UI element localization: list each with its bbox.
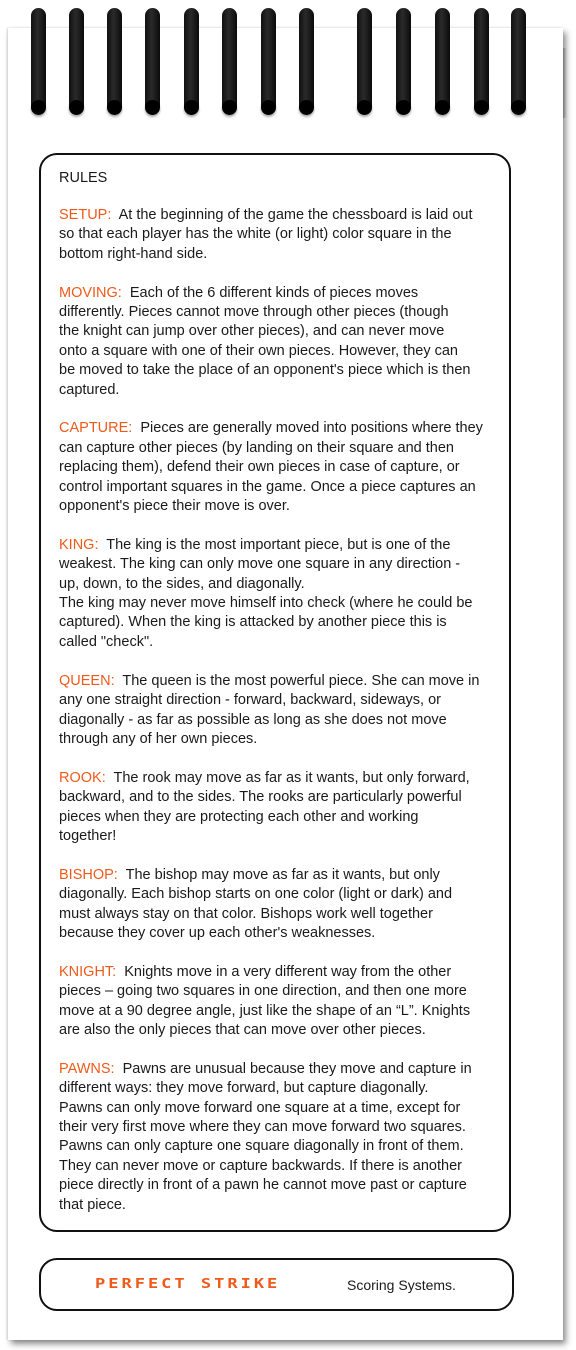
spiral-binding-ring-icon: [184, 8, 199, 113]
rule-text: together!: [59, 827, 117, 844]
brand-logo: PERFECT STRIKE: [95, 1276, 281, 1292]
rule-line: [59, 594, 491, 613]
spiral-binding-ring-icon: [299, 8, 314, 113]
rule-text: The rook may move as far as it wants, but only forward,: [113, 769, 470, 786]
rule-label: ROOK:: [59, 769, 106, 786]
rule-line: [59, 730, 491, 749]
rule-section: [59, 866, 491, 944]
rule-line: [59, 478, 491, 497]
rule-line: [59, 885, 491, 904]
rule-line: [59, 1196, 491, 1215]
rule-text: any one straight direction - forward, backward, sideways, or: [59, 692, 442, 709]
rule-section: [59, 536, 491, 652]
rule-line: [59, 691, 491, 710]
spiral-binding-ring-icon: [222, 8, 237, 113]
rule-line: [59, 1157, 491, 1176]
rule-line: [59, 575, 491, 594]
rule-text: control important squares in the game. Once a piece captures an: [59, 478, 476, 495]
rule-section: [59, 672, 491, 750]
rule-section: [59, 206, 491, 264]
rule-text: Each of the 6 different kinds of pieces moves: [129, 284, 419, 301]
rule-text: Pieces are generally moved into positions where they: [140, 420, 483, 437]
rule-text: the knight can jump over other pieces), and can never move: [59, 323, 445, 340]
rule-label: MOVING:: [59, 284, 122, 301]
rule-text: At the beginning of the game the chessboard is laid out: [118, 207, 473, 223]
rule-line: [59, 458, 491, 477]
rule-line: [59, 419, 491, 438]
rule-text: because they cover up each other's weaknesses.: [59, 924, 376, 941]
rule-text: called "check".: [59, 633, 154, 650]
rule-section: [59, 284, 491, 400]
rule-text: weakest. The king can only move one square in any direction -: [59, 556, 461, 573]
rule-text: captured). When the king is attacked by another piece this is: [59, 614, 447, 631]
rule-line: [59, 1137, 491, 1156]
rule-line: [59, 1079, 491, 1098]
rule-text: replacing them), defend their own pieces in case of capture, or: [59, 459, 460, 476]
rule-label: BISHOP:: [59, 866, 118, 883]
rule-text: The queen is the most powerful piece. She can move in: [122, 672, 480, 689]
rule-label: PAWNS:: [59, 1060, 115, 1077]
spiral-binding-ring-icon: [69, 8, 84, 113]
rule-text: captured.: [59, 381, 120, 398]
rule-text: their very first move where they can move forward two squares.: [59, 1118, 466, 1135]
rule-line: [59, 206, 491, 225]
rule-line: [59, 303, 491, 322]
rule-line: [59, 322, 491, 341]
rule-section: [59, 769, 491, 847]
rule-line: [59, 245, 491, 264]
rule-text: up, down, to the sides, and diagonally.: [59, 575, 305, 592]
rule-section: [59, 963, 491, 1041]
rule-text: The king may never move himself into check (where he could be: [59, 595, 473, 612]
rule-section: [59, 1060, 491, 1215]
rule-text: move at a 90 degree angle, just like the shape of an “L”. Knights: [59, 1002, 471, 1019]
rule-text: that piece.: [59, 1196, 126, 1213]
rule-text: Knights move in a very different way from the other: [124, 963, 452, 980]
rule-text: diagonally. Each bishop starts on one color (light or dark) and: [59, 886, 453, 903]
spiral-binding-ring-icon: [511, 8, 526, 113]
rule-line: [59, 1118, 491, 1137]
rule-text: differently. Pieces cannot move through other pieces (though: [59, 304, 449, 321]
spiral-binding-ring-icon: [261, 8, 276, 113]
spiral-binding-ring-icon: [396, 8, 411, 113]
rule-text: are also the only pieces that can move over other pieces.: [59, 1021, 426, 1038]
rule-line: [59, 672, 491, 691]
rule-text: can capture other pieces (by landing on their square and then: [59, 439, 454, 456]
rule-line: [59, 536, 491, 555]
rule-text: Pawns can only move forward one square at a time, except for: [59, 1099, 461, 1116]
spiral-binding-ring-icon: [107, 8, 122, 113]
rule-line: [59, 788, 491, 807]
footer-banner: [39, 1258, 514, 1311]
rule-text: through any of her own pieces.: [59, 730, 258, 747]
rule-text: pieces when they are protecting each other and working: [59, 808, 419, 825]
rule-line: [59, 497, 491, 516]
rule-text: bottom right-hand side.: [59, 245, 208, 262]
rule-line: [59, 613, 491, 632]
rule-text: diagonally - as far as possible as long as she does not move: [59, 711, 447, 728]
rule-line: [59, 769, 491, 788]
brand-tagline: Scoring Systems.: [347, 1277, 456, 1293]
rule-line: [59, 361, 491, 380]
rule-line: [59, 866, 491, 885]
rule-text: They can never move or capture backwards. If there is another: [59, 1157, 462, 1174]
rule-label: KNIGHT:: [59, 963, 117, 980]
rule-text: onto a square with one of their own pieces. However, they can: [59, 342, 458, 359]
rule-text: pieces – going two squares in one direction, and then one more: [59, 983, 467, 1000]
rule-text: be moved to take the place of an opponent's piece which is then: [59, 362, 471, 379]
rule-text: different ways: they move forward, but capture diagonally.: [59, 1080, 429, 1097]
rule-text: so that each player has the white (or light) color square in the: [59, 226, 452, 243]
spiral-binding: [0, 0, 576, 120]
rules-sections: [59, 206, 491, 1215]
rule-line: [59, 808, 491, 827]
rule-section: [59, 419, 491, 516]
rule-text: Pawns are unusual because they move and capture in: [122, 1060, 472, 1077]
rule-line: [59, 711, 491, 730]
rule-line: [59, 555, 491, 574]
rule-text: piece directly in front of a pawn he cannot move past or capture: [59, 1177, 467, 1194]
rule-text: backward, and to the sides. The rooks are particularly powerful: [59, 789, 462, 806]
rule-line: [59, 1060, 491, 1079]
rule-line: [59, 633, 491, 652]
rule-line: [59, 982, 491, 1001]
rules-panel: [39, 153, 511, 1232]
rule-line: [59, 827, 491, 846]
rule-text: must always stay on that color. Bishops work well together: [59, 905, 433, 922]
rule-line: [59, 1021, 491, 1040]
spiral-binding-ring-icon: [145, 8, 160, 113]
rule-line: [59, 924, 491, 943]
spiral-binding-ring-icon: [357, 8, 372, 113]
rule-label: SETUP:: [59, 207, 112, 223]
rule-line: [59, 225, 491, 244]
spiral-binding-ring-icon: [474, 8, 489, 113]
rule-label: QUEEN:: [59, 672, 115, 689]
rule-text: The bishop may move as far as it wants, but only: [125, 866, 440, 883]
rule-line: [59, 284, 491, 303]
spiral-binding-ring-icon: [435, 8, 450, 113]
rules-title: RULES: [59, 170, 108, 186]
rule-line: [59, 905, 491, 924]
spiral-binding-ring-icon: [31, 8, 46, 113]
rule-line: [59, 439, 491, 458]
rule-line: [59, 381, 491, 400]
rule-line: [59, 342, 491, 361]
rule-text: The king is the most important piece, but is one of the: [106, 536, 451, 553]
rule-line: [59, 963, 491, 982]
rule-line: [59, 1099, 491, 1118]
rule-text: opponent's piece their move is over.: [59, 498, 290, 515]
rule-label: KING:: [59, 536, 99, 553]
rule-line: [59, 1176, 491, 1195]
rule-text: Pawns can only capture one square diagonally in front of them.: [59, 1138, 464, 1155]
rule-label: CAPTURE:: [59, 420, 133, 437]
rule-line: [59, 1002, 491, 1021]
